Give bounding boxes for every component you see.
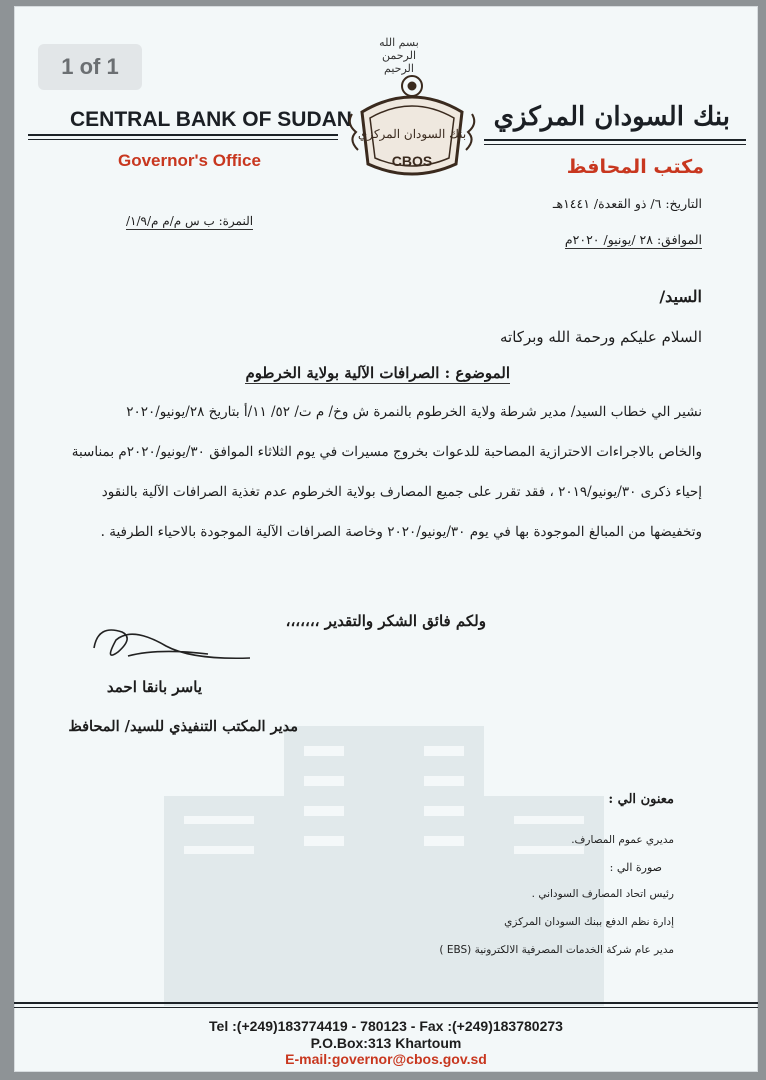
bank-name-english: CENTRAL BANK OF SUDAN <box>70 108 352 131</box>
date-gregorian: الموافق: ٢٨ /يونيو/ ٢٠٢٠م <box>564 232 702 247</box>
signatory-title: مدير المكتب التنفيذي للسيد/ المحافظ <box>68 718 298 735</box>
header-rule-right-thin <box>484 144 746 145</box>
handwritten-signature <box>88 618 258 678</box>
signatory-name: ياسر بانقا احمد <box>106 678 202 696</box>
body-line-1: نشير الي خطاب السيد/ مدير شرطة ولاية الخرطوم بالنمرة ش وخ/ م ت/ ٥٢/ ١١/أ بتاريخ ٢٨/يونيو/٢٠٢٠ <box>126 404 702 420</box>
distribution-copy-item-1: رئيس اتحاد المصارف السوداني . <box>531 888 674 900</box>
body-line-2: والخاص بالاجراءات الاحترازية المصاحبة للدعوات بخروج مسيرات في يوم الثلاثاء الموافق ٣٠/يونيو/٢٠٢٠م بمناسبة <box>71 444 702 460</box>
distribution-copy-item-3: مدير عام شركة الخدمات المصرفية الالكترونية (EBS ) <box>439 944 674 956</box>
header-rule-left-thin <box>28 139 338 140</box>
addressee: السيد/ <box>659 287 702 306</box>
footer-rule-bottom <box>14 1007 758 1008</box>
footer-email: E-mail:governor@cbos.gov.sd <box>285 1051 487 1067</box>
body-line-3: إحياء ذكرى ٣٠/يونيو/٢٠١٩ ، فقد تقرر على جميع المصارف بولاية الخرطوم عدم تغذية الصرافات الآلية بالنقود <box>101 484 702 500</box>
header-rule-left <box>28 134 338 136</box>
distribution-copy-label: صورة الي : <box>609 861 662 874</box>
closing-line: ولكم فائق الشكر والتقدير ،،،،،،، <box>285 612 486 630</box>
distribution-to-label: معنون الي : <box>608 792 674 807</box>
cbos-logo <box>344 72 480 190</box>
distribution-copy-item-2: إدارة نظم الدفع ببنك السودان المركزي <box>504 916 674 928</box>
logo-cbos-text: CBOS <box>391 153 433 169</box>
date-hijri: التاريخ: ٦/ ذو القعدة/ ١٤٤١هـ <box>552 196 702 211</box>
subject-line: الموضوع : الصرافات الآلية بولاية الخرطوم <box>245 364 510 382</box>
header-rule-right <box>484 139 746 141</box>
bismillah-text: بسم الله الرحمن الرحيم <box>379 36 419 75</box>
footer-rule-top <box>14 1002 758 1004</box>
building-watermark <box>104 706 664 1006</box>
footer-po-box: P.O.Box:313 Khartoum <box>310 1035 462 1051</box>
bank-name-arabic: بنك السودان المركزي <box>493 102 730 132</box>
office-english: Governor's Office <box>118 151 261 170</box>
office-arabic: مكتب المحافظ <box>566 156 704 178</box>
page-indicator: 1 of 1 <box>38 44 142 90</box>
letter-page <box>14 6 758 1072</box>
body-line-4: وتخفيضها من المبالغ الموجودة بها في يوم ٣٠/يونيو/٢٠٢٠ وخاصة الصرافات الآلية الموجودة بالاحياء الطرفية . <box>100 524 702 540</box>
reference-number: النمرة: ب س م/م م/١/٩/ <box>126 214 254 228</box>
logo-arabic-text: بنك السودان المركزي <box>357 127 467 141</box>
footer-phone-fax: Tel :(+249)183774419 - 780123 - Fax :(+249)183780273 <box>209 1018 563 1034</box>
distribution-to-item: مديري عموم المصارف. <box>571 834 674 846</box>
greeting: السلام عليكم ورحمة الله وبركاته <box>500 328 702 346</box>
